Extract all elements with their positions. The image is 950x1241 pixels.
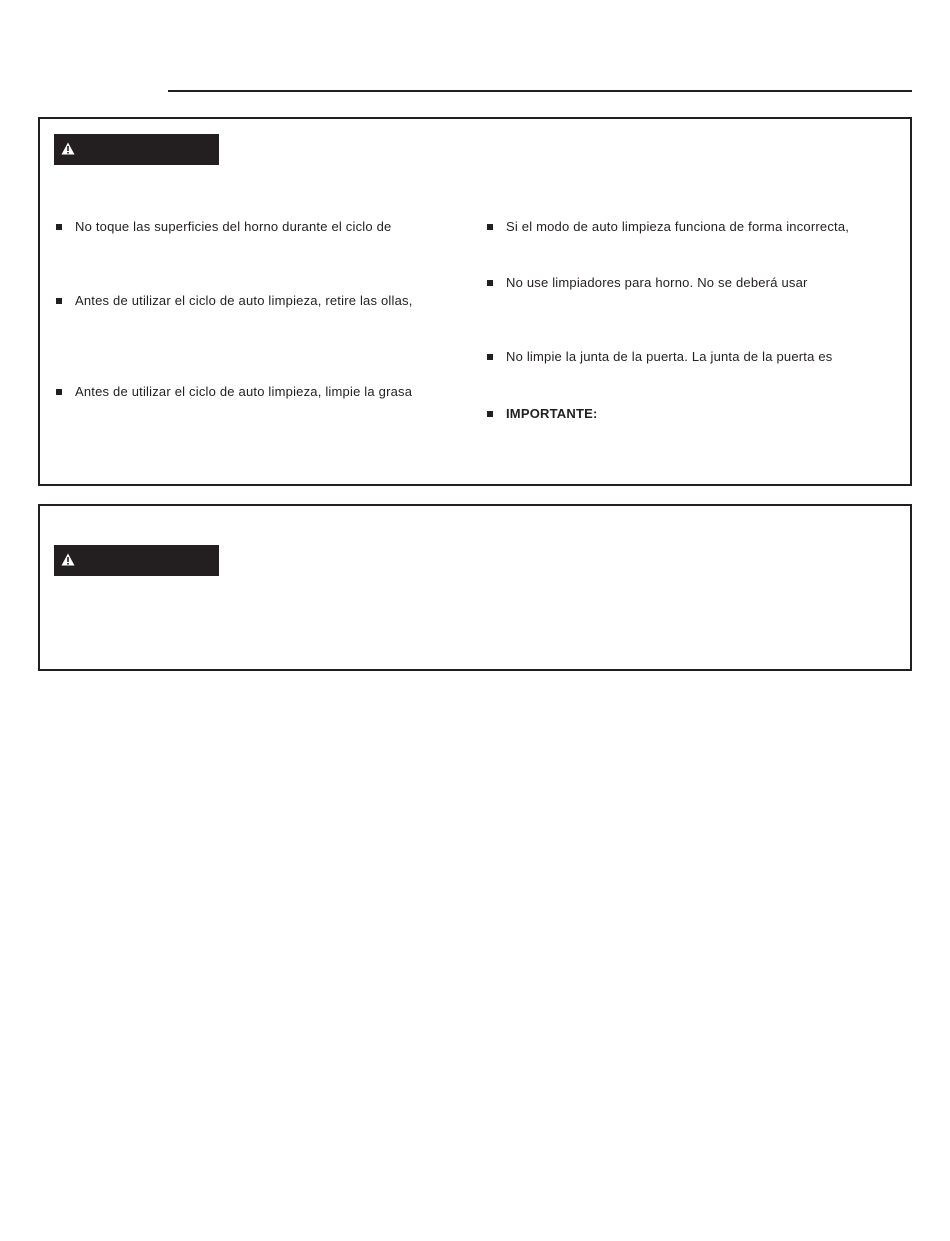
square-bullet-icon [487, 280, 493, 286]
list-item-text: Antes de utilizar el ciclo de auto limpieza, limpie la grasa [75, 384, 413, 399]
square-bullet-icon [487, 224, 493, 230]
warning-box-self-clean [38, 117, 912, 486]
warning-triangle-icon [61, 553, 75, 566]
square-bullet-icon [487, 354, 493, 360]
list-item-text: No limpie la junta de la puerta. La junta de la puerta es [506, 349, 833, 364]
square-bullet-icon [56, 298, 62, 304]
header-rule [168, 90, 912, 92]
warning-box-secondary [38, 504, 912, 671]
square-bullet-icon [487, 411, 493, 417]
list-item-text: No toque las superficies del horno durante el ciclo de [75, 219, 392, 234]
square-bullet-icon [56, 224, 62, 230]
list-item-text: Si el modo de auto limpieza funciona de forma incorrecta, [506, 219, 850, 234]
warning-badge [54, 545, 219, 576]
warning-triangle-icon [61, 142, 75, 155]
warning-badge [54, 134, 219, 165]
square-bullet-icon [56, 389, 62, 395]
list-item-text: No use limpiadores para horno. No se deberá usar [506, 275, 808, 290]
list-item-text: Antes de utilizar el ciclo de auto limpieza, retire las ollas, [75, 293, 413, 308]
list-item-text: IMPORTANTE: [506, 406, 598, 421]
